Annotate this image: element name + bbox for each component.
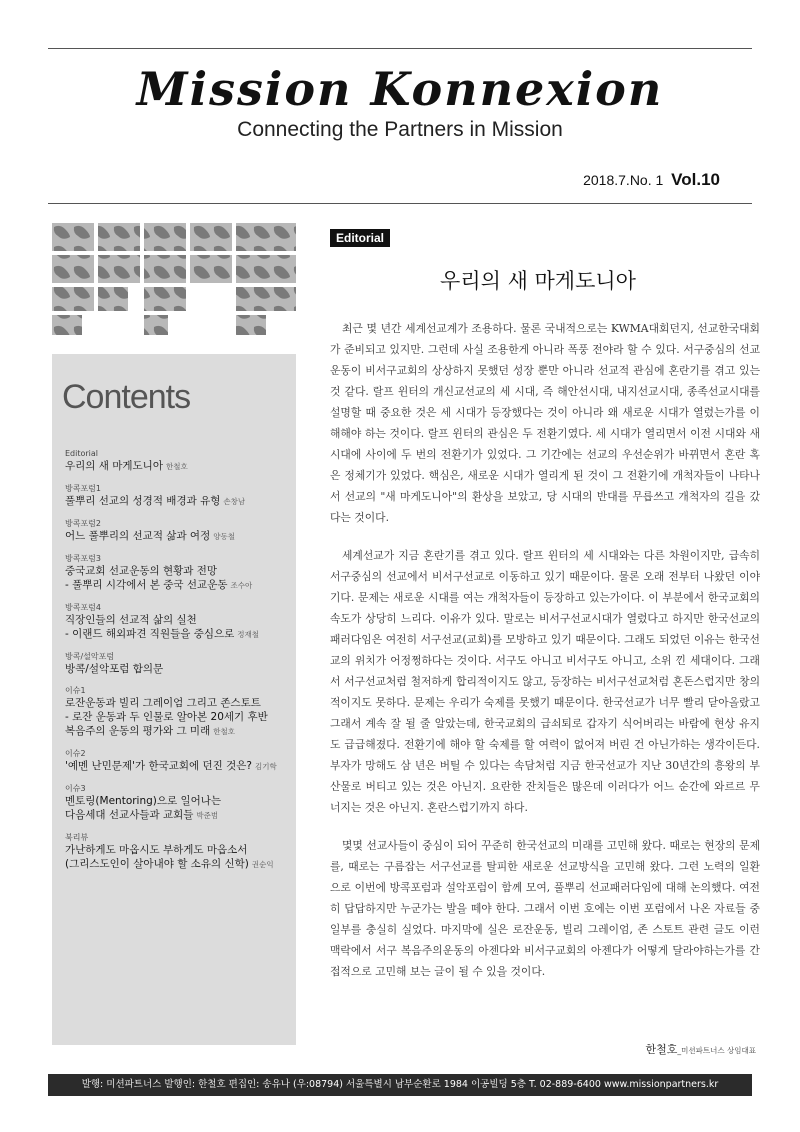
map-tiles xyxy=(52,223,296,335)
toc-author: 권순익 xyxy=(251,860,274,869)
author-name: 한철호 xyxy=(645,1043,678,1056)
article-paragraph: 세계선교가 지금 혼란기를 겪고 있다. 랄프 윈터의 세 시대와는 다른 차원이지만, 급속히 서구중심의 선교에서 비서구선교로 이동하고 있기 때문이다. 물론 오래 전부터 나왔던 이야기다. 문제는 새로운 시대를 여는 개척자들이 등장하고 있는가이다. 이 부분에서 한국교회의 속도가 상당히 느리다. 이유가 있다. 말로는 비서구선교시대가 열렸다고 하지만 한국선교의 패러다임은 여전히 서구선교(교회)를 모방하고 있기 때문이다. 그래도 되었던 이유는 한국선교의 위치가 어정쩡하다는 것이다. 서구도 아니고 비서구도 아니고, 소위 낀 세대이다. 그래서 서구선교처럼 철저하게 합리적이지도 않고, 등장하는 비서구선교처럼 혼돈스럽지만 창의적이지도 못하다. 문제는 우리가 숙제를 못했기 때문이다. 한국선교가 너무 빨리 닫아올랐고 그래서 계속 잘 될 줄 알았는데, 한국교회의 급쇠퇴로 갑자기 식어버리는 바람에 현상 유지도 급급해졌다. 전환기에 해야 할 숙제를 할 여력이 없어져 버린 건 아닌가하는 생각이든다. 부자가 망해도 삼 년은 버틸 수 있다는 속담처럼 지금 한국선교가 지난 30년간의 흥왕의 부산물로 버티고 있는 것은 아닌지. 요란한 잔치들은 많은데 이러다가 어느 순간에 와르르 무너지는 것은 아닌지. 혼란스럽기까지 하다. xyxy=(330,549,760,814)
header-rule xyxy=(48,203,752,204)
toc-title-line: - 로잔 운동과 두 인물로 알아본 20세기 후반 xyxy=(65,711,268,723)
issue-info xyxy=(583,170,720,190)
toc-item[interactable] xyxy=(65,448,291,474)
toc-title-line: 직장인들의 선교적 삶의 실천 xyxy=(65,614,197,626)
toc-author: 한철호 xyxy=(213,727,235,736)
world-map-mosaic xyxy=(52,223,296,343)
toc-section-tag: 이슈2 xyxy=(65,749,86,758)
author-title: _미션파트너스 상임대표 xyxy=(677,1046,756,1055)
toc-title-line: 우리의 새 마게도니아 한철호 xyxy=(65,460,188,472)
table-of-contents xyxy=(65,448,291,881)
toc-title-line: (그리스도인이 살아내야 할 소유의 신학) 권순익 xyxy=(65,858,274,870)
toc-item[interactable] xyxy=(65,518,291,544)
toc-section-tag: 방콕포럼1 xyxy=(65,484,102,493)
sidebar xyxy=(52,223,296,1045)
toc-item[interactable] xyxy=(65,685,291,739)
toc-title-line: 복음주의 운동의 평가와 그 미래 한철호 xyxy=(65,725,235,737)
toc-item[interactable] xyxy=(65,553,291,593)
toc-item[interactable] xyxy=(65,783,291,823)
volume-number: Vol.10 xyxy=(671,170,720,189)
toc-section-tag: 방콕포럼3 xyxy=(65,554,102,563)
toc-author: 정재철 xyxy=(237,630,260,639)
toc-item[interactable] xyxy=(65,651,291,676)
toc-section-tag: 방콕포럼4 xyxy=(65,603,102,612)
section-tag: Editorial xyxy=(330,229,390,247)
contents-panel xyxy=(52,354,296,1045)
toc-author: 손창남 xyxy=(223,497,246,506)
toc-title-line: 다음세대 선교사들과 교회들 박준범 xyxy=(65,809,219,821)
contents-heading: Contents xyxy=(62,378,191,416)
toc-item[interactable] xyxy=(65,602,291,642)
toc-section-tag: 방콕포럼2 xyxy=(65,519,102,528)
toc-title-line: 방콕/설악포럼 합의문 xyxy=(65,663,164,675)
publication-title: Mission Konnexion xyxy=(136,62,664,116)
toc-author: 한철호 xyxy=(165,462,188,471)
toc-author: 김기학 xyxy=(254,762,277,771)
masthead xyxy=(0,62,800,142)
toc-title-line: 멘토링(Mentoring)으로 일어나는 xyxy=(65,795,222,807)
publication-subtitle: Connecting the Partners in Mission xyxy=(237,118,563,141)
toc-section-tag: 북리뷰 xyxy=(65,833,89,842)
issue-date: 2018.7.No. 1 xyxy=(583,172,664,188)
publisher-footer: 발행: 미션파트너스 발행인: 한철호 편집인: 송유나 (우:08794) 서울특별시 남부순환로 1984 이공빌딩 5층 T. 02-889-6400 www.missionpartners.kr xyxy=(48,1074,752,1096)
toc-title-line: - 이랜드 해외파견 직원들을 중심으로 정재철 xyxy=(65,628,260,640)
toc-title-line: 중국교회 선교운동의 현황과 전망 xyxy=(65,565,218,577)
toc-title-line: 어느 풀뿌리의 선교적 삶과 여정 양동철 xyxy=(65,530,235,542)
toc-title-line: 로잔운동과 빌리 그레이엄 그리고 존스토트 xyxy=(65,697,261,709)
toc-title-line: - 풀뿌리 시각에서 본 중국 선교운동 조수아 xyxy=(65,579,253,591)
toc-title-line: 가난하게도 마옵시도 부하게도 마옵소서 xyxy=(65,844,248,856)
article-paragraph: 최근 몇 년간 세계선교계가 조용하다. 물론 국내적으로는 KWMA대회던지, 선교한국대회가 준비되고 있지만. 그런데 사실 조용한게 아니라 폭풍 전야라 할 수 있다. 서구중심의 선교운동이 비서구교회의 상상하지 못했던 성장 뿐만 아니라 선교적 관심에 혼란기를 겪고 있는 것 같다. 랄프 윈터의 개신교선교의 세 시대, 즉 해안선시대, 내지선교시대, 종족선교시대를 설명할 때 중요한 것은 세 시대가 등장했다는 것이 아니라 왜 새로운 시대가 열렸는가를 이해해야 하는 것이다. 랄프 윈터의 관심은 두 전환기였다. 세 시대가 열리면서 이전 시대와 새 시대에 사이에 두 번의 전환기가 있었다. 그 기간에는 선교의 우선순위가 바뀌면서 혼란 혹은 정체기가 있었다. 핵심은, 새로운 시대가 열리게 된 것이 그 전환기에 개척자들이 나타나서 선교의 "새 마게도니아"의 환상을 보았고, 당 시대의 반대를 무릅쓰고 개척자의 길을 갔다는 것이다. xyxy=(330,322,760,524)
article-paragraph: 몇몇 선교사들이 중심이 되어 꾸준히 한국선교의 미래를 고민해 왔다. 때로는 현장의 문제를, 때로는 구름잡는 서구선교를 탈피한 새로운 선교방식을 고민해 왔다. 그런 노력의 일환으로 이번에 방콕포럼과 설악포럼이 함께 모여, 풀뿌리 선교패러다임에 대해 논의했다. 여전히 답답하지만 누군가는 발을 떼야 한다. 그래서 이번 호에는 이번 포럼에서 나온 자료들 중 일부를 충실히 실었다. 마지막에 실은 로잔운동, 빌리 그레이엄, 존 스토트 관련 글도 이런 맥락에서 서구 복음주의운동의 아젠다와 비서구교회의 아젠다가 어떻게 달라야하는가를 간접적으로 고민해 보는 글이 될 수 있을 것이다. xyxy=(330,839,760,978)
toc-item[interactable] xyxy=(65,832,291,872)
toc-author: 조수아 xyxy=(230,581,253,590)
author-signature xyxy=(646,1041,756,1057)
toc-title-line: 풀뿌리 선교의 성경적 배경과 유형 손창남 xyxy=(65,495,246,507)
article-body xyxy=(330,318,760,999)
toc-author: 박준범 xyxy=(196,811,219,820)
toc-section-tag: 이슈1 xyxy=(65,686,86,695)
toc-author: 양동철 xyxy=(213,532,235,541)
toc-item[interactable] xyxy=(65,748,291,774)
article-title: 우리의 새 마게도니아 xyxy=(440,269,636,293)
toc-section-tag: 이슈3 xyxy=(65,784,86,793)
toc-item[interactable] xyxy=(65,483,291,509)
toc-section-tag: 방콕/설악포럼 xyxy=(65,652,115,661)
toc-title-line: '예멘 난민문제'가 한국교회에 던진 것은? 김기학 xyxy=(65,760,277,772)
top-rule xyxy=(48,48,752,49)
toc-section-tag: Editorial xyxy=(65,449,99,458)
